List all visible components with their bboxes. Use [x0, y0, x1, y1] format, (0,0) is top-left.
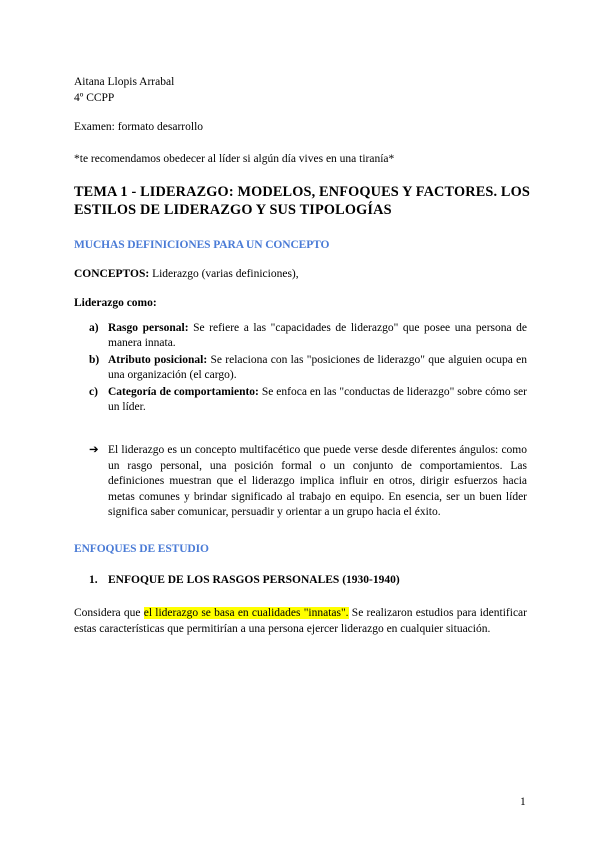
course-label: 4º CCPP: [74, 92, 115, 104]
summary-text: El liderazgo es un concepto multifacético que puede verse desde diferentes ángulos: como un rasgo personal, una posición formal o un conjunto de comportamientos. Las definiciones muestran que el liderazgo implica influir en otros, dirigir esfuerzos hacia metas comunes y brindar significado al trabajo en equipo. En esencia, ser un buen líder significa saber comunicar, persuadir y orientar a un grupo hacia el éxito.: [108, 444, 527, 518]
summary-bullet: [89, 443, 527, 521]
list-term: Categoría de comportamiento:: [108, 386, 259, 398]
list-marker: b): [89, 354, 100, 366]
list-term: Rasgo personal:: [108, 322, 189, 334]
exam-format: Examen: formato desarrollo: [74, 121, 204, 133]
section-heading-definiciones: MUCHAS DEFINICIONES PARA UN CONCEPTO: [74, 239, 330, 251]
arrow-right-icon: ➔: [89, 444, 99, 456]
list-marker: c): [89, 386, 98, 398]
list-item: [89, 385, 527, 415]
list-term: Atributo posicional:: [108, 354, 208, 366]
highlighted-text: el liderazgo se basa en cualidades "innatas".: [143, 607, 349, 619]
heading-number: 1.: [89, 574, 98, 586]
list-text: Se refiere a las "capacidades de liderazgo" que posee una persona de manera innata.: [108, 322, 527, 349]
list-item: [89, 321, 527, 351]
body-paragraph: [74, 605, 527, 637]
numbered-heading: [89, 574, 400, 586]
concepts-text: Liderazgo (varias definiciones),: [149, 268, 299, 280]
concepts-line: [74, 268, 299, 280]
concepts-label: CONCEPTOS:: [74, 268, 150, 280]
para-text-start: Considera que: [74, 607, 144, 619]
list-item: [89, 353, 527, 383]
note-line: *te recomendamos obedecer al líder si algún día vives en una tiranía*: [74, 153, 395, 165]
arrow-item: [89, 443, 527, 521]
para-text-end: Se realizaron estudios para identificar estas características que permitirían a una persona ejercer liderazgo en cualquier situación.: [74, 607, 527, 635]
liderazgo-como-label: Liderazgo como:: [74, 297, 157, 309]
page-number: 1: [520, 796, 526, 808]
definition-list: [89, 321, 527, 417]
author-name: Aitana Llopis Arrabal: [74, 76, 175, 88]
author-block: [74, 74, 174, 106]
list-marker: a): [89, 322, 99, 334]
document-title: TEMA 1 - LIDERAZGO: MODELOS, ENFOQUES Y FACTORES. LOS ESTILOS DE LIDERAZGO Y SUS TIPOLOGÍAS: [74, 184, 530, 218]
heading-title: ENFOQUE DE LOS RASGOS PERSONALES (1930-1940): [108, 574, 400, 586]
section-heading-enfoques: ENFOQUES DE ESTUDIO: [74, 543, 209, 555]
list-text: Se enfoca en las "conductas de liderazgo" sobre cómo ser un líder.: [108, 386, 527, 413]
list-text: Se relaciona con las "posiciones de liderazgo" que alguien ocupa en una organización (el cargo).: [108, 354, 528, 381]
